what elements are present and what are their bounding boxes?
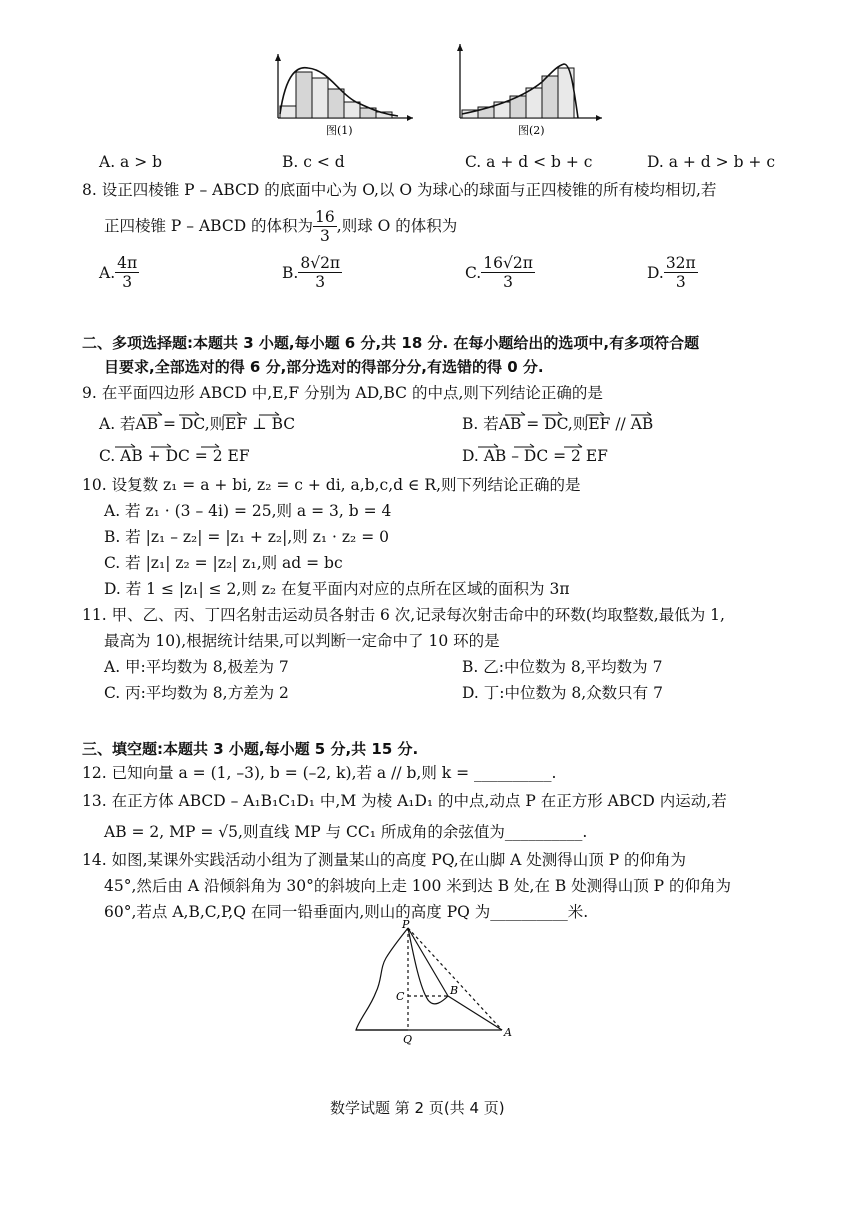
option-label: B. [282, 263, 299, 282]
point-label-c: C [396, 990, 405, 1003]
figure-2-label: 图(2) [518, 124, 545, 137]
q8-option-c[interactable] [465, 254, 535, 291]
fraction-numerator: 16√2π [483, 254, 533, 272]
histogram-figure-2 [452, 42, 604, 138]
page-footer: 数学试题 第 2 页(共 4 页) [330, 1099, 505, 1117]
vector-arrows-q9 [0, 408, 867, 458]
q7-option-d[interactable]: D. a + d > b + c [647, 153, 776, 171]
q7-option-a[interactable]: A. a > b [99, 153, 163, 171]
q8-stem-line2-b: ,则球 O 的体积为 [336, 217, 458, 235]
fraction-numerator: 16 [315, 207, 335, 226]
section3-heading: 三、填空题:本题共 3 小题,每小题 5 分,共 15 分. [82, 740, 419, 758]
q7-option-b[interactable]: B. c < d [282, 153, 345, 171]
q13-stem-line2: AB = 2, MP = √5,则直线 MP 与 CC₁ 所成角的余弦值为__________. [104, 823, 588, 841]
point-label-p: P [402, 918, 410, 931]
q13-stem-line1: 13. 在正方体 ABCD – A₁B₁C₁D₁ 中,M 为棱 A₁D₁ 的中点,动点 P 在正方形 ABCD 内运动,若 [82, 792, 727, 810]
q8-option-d[interactable] [647, 254, 698, 291]
point-label-a: A [504, 1026, 512, 1039]
q8-option-a[interactable] [99, 254, 139, 291]
option-label: C. [465, 263, 482, 282]
q9-option-a[interactable]: A. 若AB = DC,则EF ⊥ BC [99, 415, 296, 433]
fraction-denominator: 3 [319, 226, 330, 245]
q12-stem: 12. 已知向量 a = (1, –3), b = (–2, k),若 a // b,则 k = __________. [82, 764, 557, 782]
option-label: A. [99, 263, 116, 282]
q8-option-b[interactable] [282, 254, 342, 291]
fraction-numerator: 32π [665, 254, 696, 272]
mountain-diagram [340, 918, 530, 1046]
histogram-figure-1 [268, 52, 416, 138]
q7-option-c[interactable]: C. a + d < b + c [465, 153, 593, 171]
option-fraction [481, 254, 535, 291]
fraction-numerator: 8√2π [300, 254, 341, 272]
q9-option-b[interactable]: B. 若AB = DC,则EF // AB [462, 415, 654, 433]
q10-option-b[interactable]: B. 若 |z₁ – z₂| = |z₁ + z₂|,则 z₁ · z₂ = 0 [104, 528, 389, 546]
fraction-denominator: 3 [122, 273, 133, 291]
option-label: D. [647, 263, 664, 282]
q14-stem-line1: 14. 如图,某课外实践活动小组为了测量某山的高度 PQ,在山脚 A 处测得山顶 P 的仰角为 [82, 851, 687, 869]
option-fraction [298, 254, 342, 291]
section2-heading-line2: 目要求,全部选对的得 6 分,部分选对的得部分分,有选错的得 0 分. [104, 358, 544, 376]
fraction-numerator: 4π [117, 254, 138, 272]
option-fraction [115, 254, 139, 291]
q9-option-d[interactable]: D. AB – DC = 2 EF [462, 447, 608, 465]
q8-stem-line1: 8. 设正四棱锥 P – ABCD 的底面中心为 O,以 O 为球心的球面与正四棱锥的所有棱均相切,若 [82, 181, 717, 199]
figure-1-label: 图(1) [326, 124, 353, 137]
q11-option-b[interactable]: B. 乙:中位数为 8,平均数为 7 [462, 658, 663, 676]
fraction-denominator: 3 [675, 273, 686, 291]
q9-stem: 9. 在平面四边形 ABCD 中,E,F 分别为 AD,BC 的中点,则下列结论正确的是 [82, 384, 603, 402]
point-label-q: Q [403, 1033, 413, 1046]
fraction-denominator: 3 [503, 273, 513, 291]
fraction-denominator: 3 [315, 273, 326, 291]
section2-heading-line1: 二、多项选择题:本题共 3 小题,每小题 6 分,共 18 分. 在每小题给出的选项中,有多项符合题 [82, 334, 700, 352]
q8-stem-line2 [104, 204, 457, 248]
q11-option-a[interactable]: A. 甲:平均数为 8,极差为 7 [104, 658, 289, 676]
q11-option-c[interactable]: C. 丙:平均数为 8,方差为 2 [104, 684, 289, 702]
q10-stem: 10. 设复数 z₁ = a + bi, z₂ = c + di, a,b,c,d ∈ R,则下列结论正确的是 [82, 476, 581, 494]
q14-stem-line2: 45°,然后由 A 沿倾斜角为 30°的斜坡向上走 100 米到达 B 处,在 B 处测得山顶 P 的仰角为 [104, 877, 731, 895]
q10-option-d[interactable]: D. 若 1 ≤ |z₁| ≤ 2,则 z₂ 在复平面内对应的点所在区域的面积为 3π [104, 580, 570, 598]
q11-stem-line1: 11. 甲、乙、丙、丁四名射击运动员各射击 6 次,记录每次射击命中的环数(均取整数,最低为 1, [82, 606, 725, 624]
q11-stem-line2: 最高为 10),根据统计结果,可以判断一定命中了 10 环的是 [104, 632, 500, 650]
q10-option-a[interactable]: A. 若 z₁ · (3 – 4i) = 25,则 a = 3, b = 4 [104, 502, 392, 520]
q14-stem-line3: 60°,若点 A,B,C,P,Q 在同一铅垂面内,则山的高度 PQ 为__________米. [104, 903, 589, 921]
q9-option-c[interactable]: C. AB + DC = 2 EF [99, 447, 250, 465]
q8-stem-line2-a: 正四棱锥 P – ABCD 的体积为 [104, 217, 314, 235]
q8-volume-fraction [313, 208, 337, 245]
point-label-b: B [450, 984, 459, 997]
q11-option-d[interactable]: D. 丁:中位数为 8,众数只有 7 [462, 684, 663, 702]
option-fraction [664, 254, 698, 291]
q10-option-c[interactable]: C. 若 |z₁| z₂ = |z₂| z₁,则 ad = bc [104, 554, 343, 572]
